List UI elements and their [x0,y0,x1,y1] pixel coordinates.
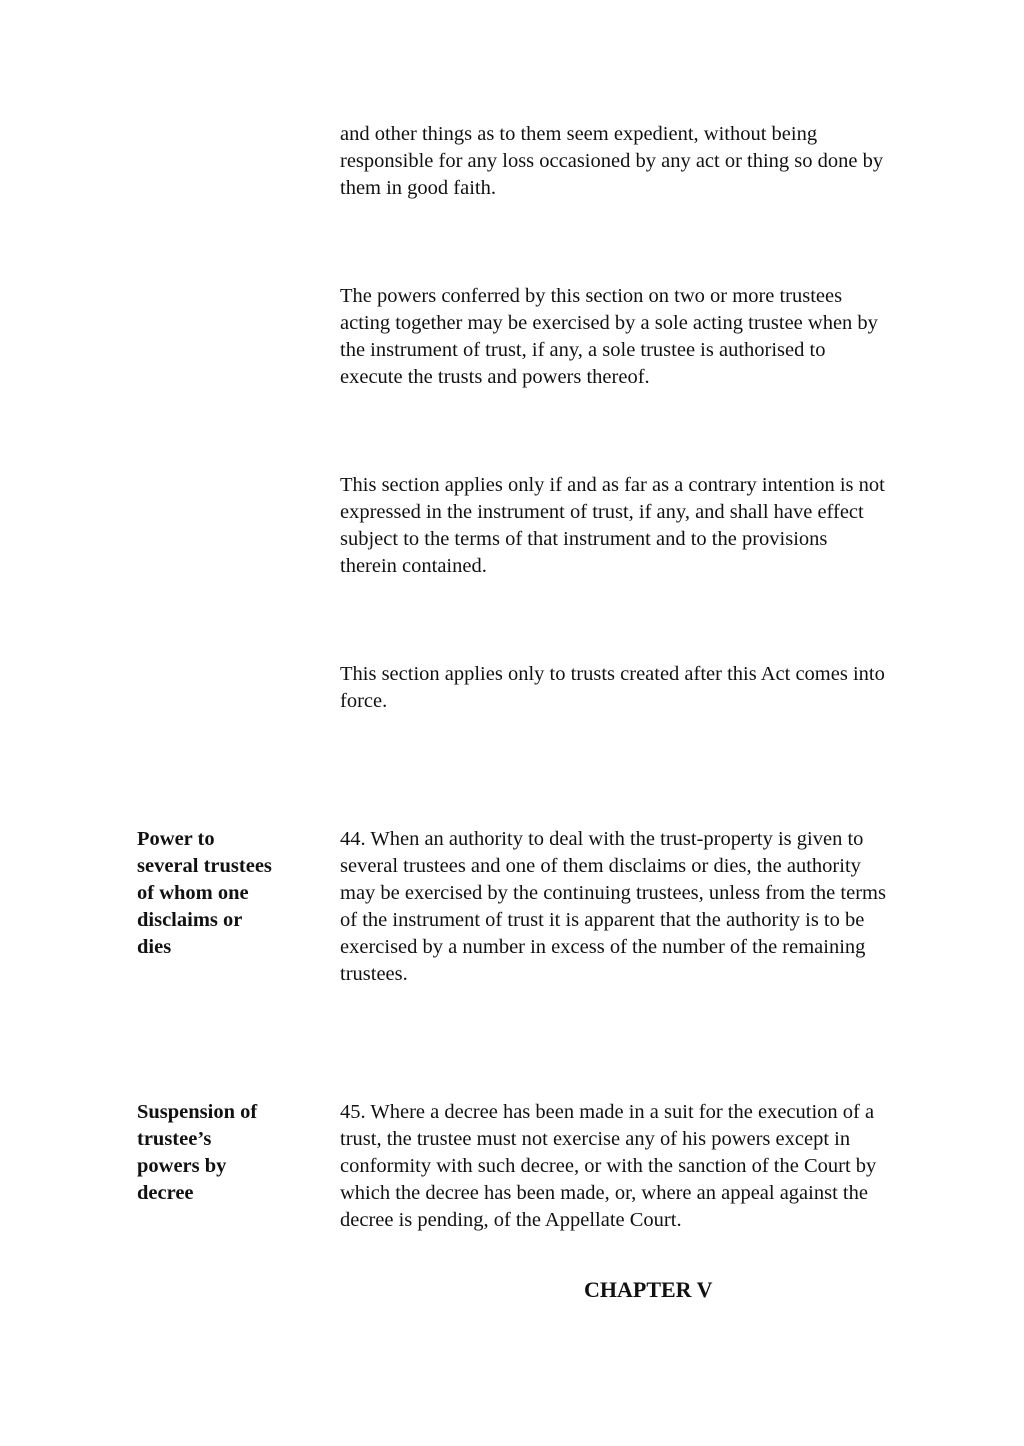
text-line: This section applies only if and as far as a contrary intention is not [340,474,885,496]
text-line: The powers conferred by this section on two or more trustees [340,285,843,307]
text-line: expressed in the instrument of trust, if any, and shall have effect [340,501,864,523]
text-line: may be exercised by the continuing trustees, unless from the terms [340,882,886,904]
margin-note-section-44 [137,826,317,961]
section-45-text [340,1099,970,1234]
margin-note-section-45 [137,1099,317,1207]
text-line: several trustees and one of them disclaims or dies, the authority [340,855,861,877]
margin-note-line: Power to [137,828,215,850]
text-line: conformity with such decree, or with the sanction of the Court by [340,1155,877,1177]
text-line: force. [340,690,388,712]
text-line: the instrument of trust, if any, a sole trustee is authorised to [340,339,826,361]
margin-note-line: dies [137,936,172,958]
section-44-text [340,826,970,988]
text-line: decree is pending, of the Appellate Court. [340,1209,682,1231]
text-line: 44. When an authority to deal with the trust-property is given to [340,828,864,850]
paragraph-sole-trustee-powers [340,283,970,391]
paragraph-applies-after-act [340,661,970,715]
text-line: acting together may be exercised by a sole acting trustee when by [340,312,878,334]
margin-note-line: Suspension of [137,1101,258,1123]
text-line: subject to the terms of that instrument and to the provisions [340,528,828,550]
text-line: them in good faith. [340,177,497,199]
margin-note-line: powers by [137,1155,227,1177]
margin-note-line: of whom one [137,882,249,904]
text-line: and other things as to them seem expedient, without being [340,123,818,145]
text-line: trust, the trustee must not exercise any of his powers except in [340,1128,851,1150]
paragraph-contrary-intention [340,472,970,580]
margin-note-line: several trustees [137,855,272,877]
margin-note-line: trustee’s [137,1128,212,1150]
chapter-heading: CHAPTER V [584,1277,713,1302]
paragraph-continuation [340,121,970,202]
text-line: exercised by a number in excess of the number of the remaining [340,936,866,958]
text-line: which the decree has been made, or, where an appeal against the [340,1182,868,1204]
margin-note-line: decree [137,1182,194,1204]
text-line: therein contained. [340,555,487,577]
margin-note-line: disclaims or [137,909,243,931]
text-line: execute the trusts and powers thereof. [340,366,650,388]
text-line: responsible for any loss occasioned by any act or thing so done by [340,150,884,172]
text-line: trustees. [340,963,408,985]
text-line: This section applies only to trusts created after this Act comes into [340,663,885,685]
text-line: of the instrument of trust it is apparent that the authority is to be [340,909,865,931]
text-line: 45. Where a decree has been made in a suit for the execution of a [340,1101,875,1123]
